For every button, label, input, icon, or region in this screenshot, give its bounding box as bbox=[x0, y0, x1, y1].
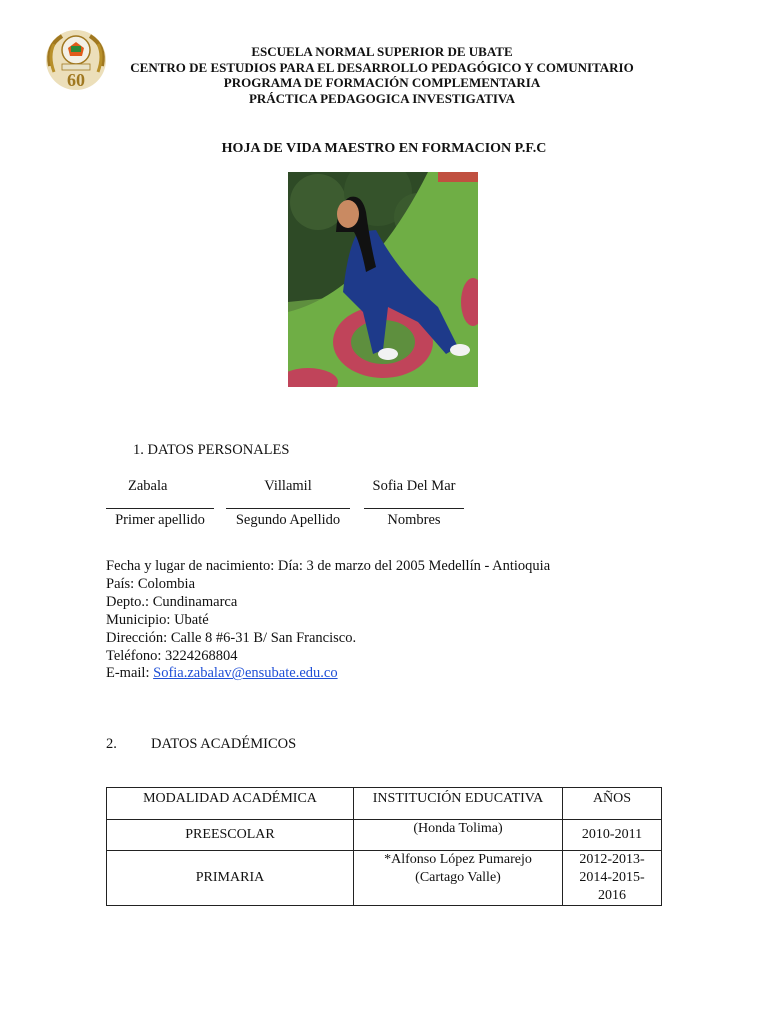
row-modality: PREESCOLAR bbox=[107, 820, 354, 851]
email-link[interactable]: Sofia.zabalav@ensubate.edu.co bbox=[153, 665, 338, 682]
column-header-years: AÑOS bbox=[563, 788, 662, 820]
second-surname-value: Villamil bbox=[264, 478, 312, 494]
years-line: 2012-2013- bbox=[579, 852, 645, 867]
email-info bbox=[106, 665, 550, 683]
header-line-practice: PRÁCTICA PEDAGOGICA INVESTIGATIVA bbox=[248, 90, 516, 106]
first-surname-rule bbox=[106, 508, 214, 509]
birth-info: Fecha y lugar de nacimiento: Día: 3 de marzo del 2005 Medellín - Antioquia bbox=[106, 558, 551, 574]
header-line-program: PROGRAMA DE FORMACIÓN COMPLEMENTARIA bbox=[223, 75, 541, 90]
names-rule bbox=[364, 508, 464, 509]
row-years bbox=[563, 820, 662, 851]
academic-table bbox=[106, 787, 662, 906]
years-line: 2014-2015-2016 bbox=[579, 870, 645, 903]
institution-line: (Cartago Valle) bbox=[415, 870, 501, 885]
table-header-row bbox=[107, 788, 662, 820]
row-institution bbox=[354, 820, 563, 851]
section-heading-academic: DATOS ACADÉMICOS bbox=[151, 736, 297, 752]
years-line: 2010-2011 bbox=[581, 827, 643, 842]
names-block bbox=[364, 478, 464, 529]
row-years bbox=[563, 851, 662, 906]
institution-line: (Honda Tolima) bbox=[413, 821, 503, 836]
section-number-academic: 2. bbox=[106, 736, 117, 752]
row-modality: PRIMARIA bbox=[107, 851, 354, 906]
personal-info bbox=[106, 558, 550, 683]
second-surname-block bbox=[226, 478, 350, 529]
names-label: Nombres bbox=[387, 512, 441, 528]
row-institution bbox=[354, 851, 563, 906]
column-header-modality: MODALIDAD ACADÉMICA bbox=[107, 788, 354, 820]
country-info: País: Colombia bbox=[106, 575, 196, 592]
seal-number: 60 bbox=[67, 70, 85, 90]
first-surname-value: Zabala bbox=[128, 478, 168, 494]
header-line-school: ESCUELA NORMAL SUPERIOR DE UBATE bbox=[251, 44, 513, 59]
first-surname-label: Primer apellido bbox=[115, 512, 205, 528]
municipality-info: Municipio: Ubaté bbox=[106, 611, 209, 628]
second-surname-label: Segundo Apellido bbox=[235, 512, 341, 528]
table-row bbox=[107, 820, 662, 851]
names-value: Sofia Del Mar bbox=[372, 478, 456, 494]
first-surname-block bbox=[106, 478, 214, 529]
school-seal-logo bbox=[40, 26, 112, 98]
document-title: HOJA DE VIDA MAESTRO EN FORMACION P.F.C bbox=[221, 141, 547, 156]
section-heading-personal: 1. DATOS PERSONALES bbox=[133, 442, 290, 458]
institution-line: *Alfonso López Pumarejo bbox=[384, 852, 532, 867]
phone-info: Teléfono: 3224268804 bbox=[106, 647, 238, 664]
email-label: E-mail: bbox=[106, 665, 150, 682]
institution-header bbox=[120, 44, 644, 106]
second-surname-rule bbox=[226, 508, 350, 509]
column-header-institution: INSTITUCIÓN EDUCATIVA bbox=[354, 788, 563, 820]
table-row bbox=[107, 851, 662, 906]
student-photo bbox=[288, 172, 478, 387]
department-info: Depto.: Cundinamarca bbox=[106, 593, 238, 610]
header-line-center: CENTRO DE ESTUDIOS PARA EL DESARROLLO PEDAGÓGICO Y COMUNITARIO bbox=[130, 59, 634, 75]
address-info: Dirección: Calle 8 #6-31 B/ San Francisco. bbox=[106, 629, 357, 646]
